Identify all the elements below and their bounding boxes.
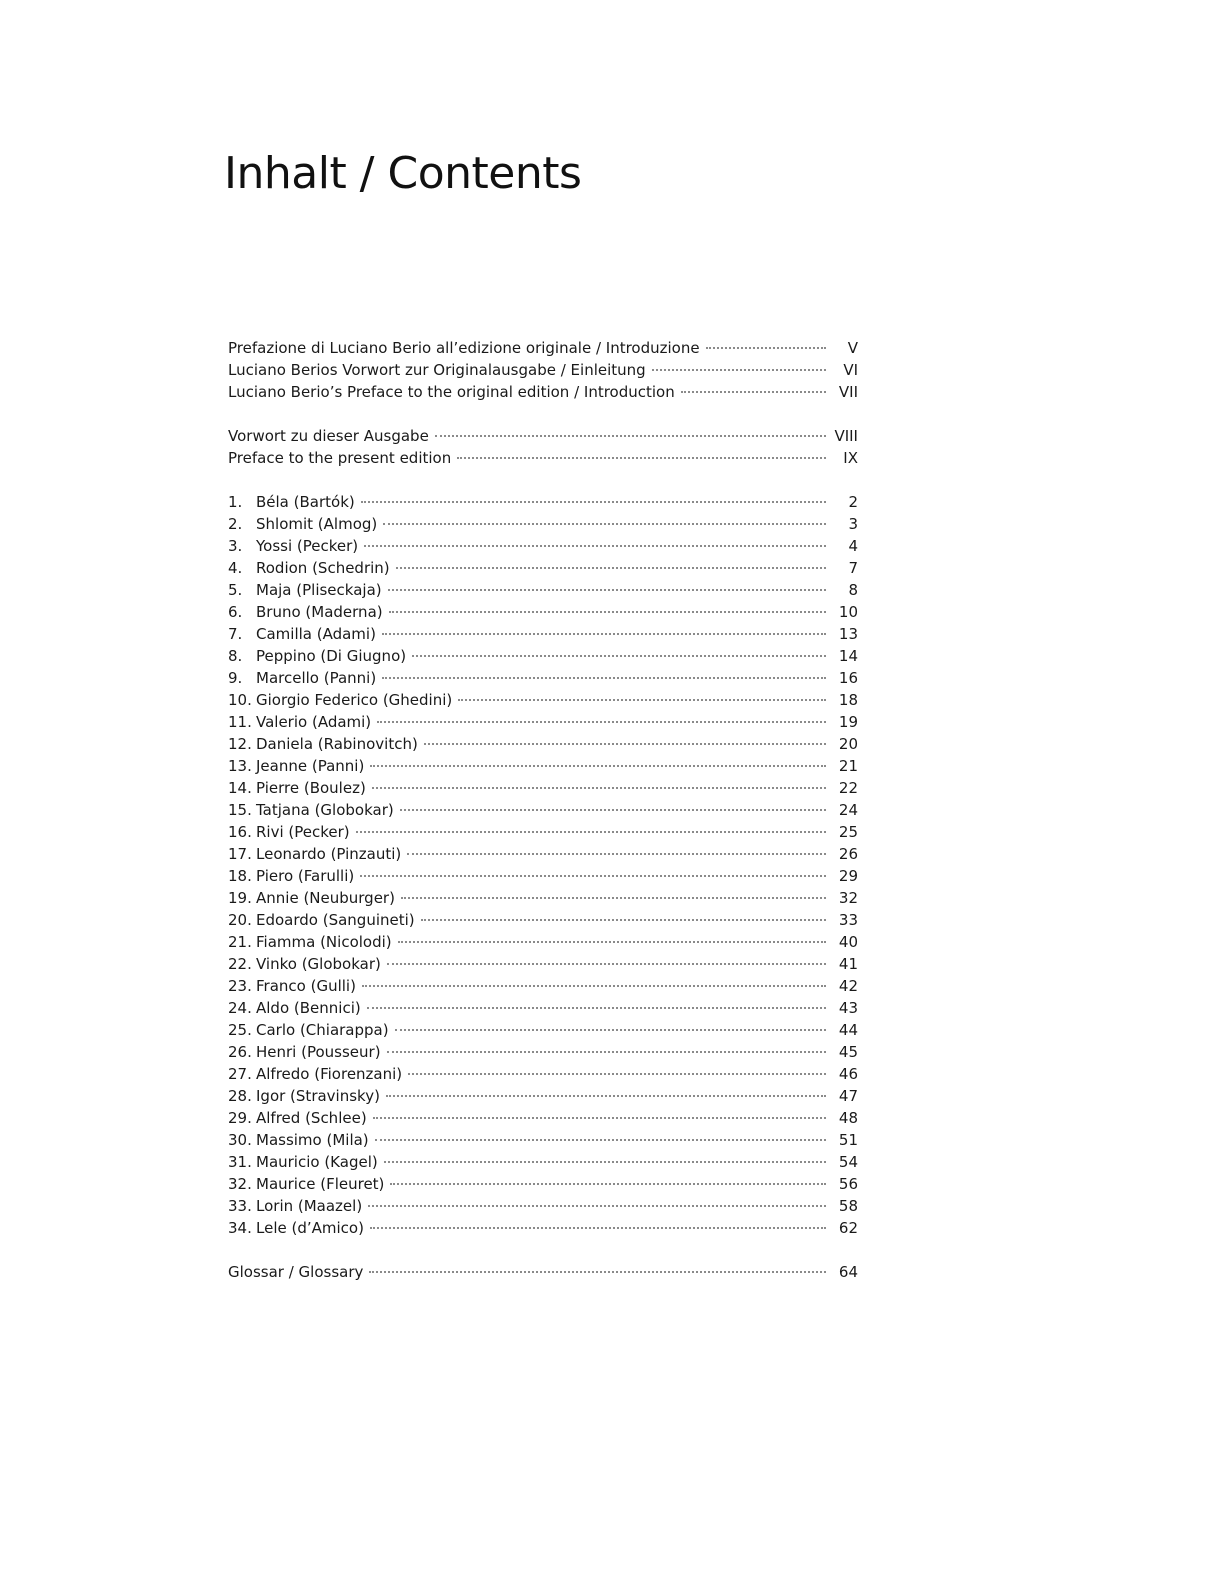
toc-entry-number: 17. (228, 845, 252, 863)
toc-entry-title: Marcello (Panni) (256, 669, 377, 687)
toc-entry-page-number: 20 (838, 735, 858, 753)
toc-entry-title: Franco (Gulli) (256, 977, 356, 995)
dot-leader (706, 347, 826, 349)
dot-leader (360, 875, 826, 877)
toc-entry-number: 26. (228, 1043, 252, 1061)
toc-entry-number: 27. (228, 1065, 252, 1083)
dot-leader (368, 1205, 826, 1207)
dot-leader (386, 1095, 826, 1097)
toc-entry[interactable] (228, 381, 858, 403)
toc-entry[interactable] (228, 799, 858, 821)
toc-entry[interactable] (228, 667, 858, 689)
page-title: Inhalt / Contents (224, 148, 582, 199)
toc-entry-title: Pierre (Boulez) (256, 779, 366, 797)
toc-entry[interactable] (228, 755, 858, 777)
dot-leader (372, 787, 826, 789)
toc-entry-number: 3. (228, 537, 243, 555)
dot-leader (383, 523, 826, 525)
toc-entry[interactable] (228, 1085, 858, 1107)
toc-entry-number: 19. (228, 889, 252, 907)
toc-entry[interactable] (228, 447, 858, 469)
toc-entry-title: Rivi (Pecker) (256, 823, 350, 841)
toc-entry-page-number: 33 (838, 911, 858, 929)
toc-entry-title: Annie (Neuburger) (256, 889, 395, 907)
dot-leader (362, 985, 826, 987)
toc-entry-page-number: 41 (838, 955, 858, 973)
toc-entry-title: Igor (Stravinsky) (256, 1087, 380, 1105)
toc-entry-page-number: 44 (838, 1021, 858, 1039)
dot-leader (384, 1161, 826, 1163)
toc-entry-page-number: 48 (838, 1109, 858, 1127)
toc-entry-page-number: 62 (838, 1219, 858, 1237)
dot-leader (388, 589, 826, 591)
dot-leader (370, 1227, 826, 1229)
toc-entry-number: 10. (228, 691, 252, 709)
toc-entry-number: 11. (228, 713, 252, 731)
toc-entry-page-number: 22 (838, 779, 858, 797)
toc-entry[interactable] (228, 689, 858, 711)
toc-entry[interactable] (228, 557, 858, 579)
toc-entry-number: 21. (228, 933, 252, 951)
dot-leader (395, 1029, 826, 1031)
toc-entry-number: 22. (228, 955, 252, 973)
toc-entry[interactable] (228, 513, 858, 535)
toc-entry[interactable] (228, 1041, 858, 1063)
toc-entry-number: 4. (228, 559, 243, 577)
dot-leader (407, 853, 826, 855)
toc-entry-number: 32. (228, 1175, 252, 1193)
toc-entry-title: Mauricio (Kagel) (256, 1153, 378, 1171)
toc-entry-title: Leonardo (Pinzauti) (256, 845, 402, 863)
toc-group (228, 1261, 858, 1283)
toc-entry[interactable] (228, 1019, 858, 1041)
toc-entry-page-number: 13 (838, 625, 858, 643)
toc-entry[interactable] (228, 909, 858, 931)
dot-leader (457, 457, 826, 459)
toc-group (228, 425, 858, 469)
toc-entry-number: 33. (228, 1197, 252, 1215)
toc-entry[interactable] (228, 997, 858, 1019)
toc-group (228, 491, 858, 1239)
dot-leader (424, 743, 826, 745)
dot-leader (377, 721, 826, 723)
toc-entry[interactable] (228, 579, 858, 601)
toc-entry-page-number: 64 (838, 1263, 858, 1281)
toc-entry-page-number: 40 (838, 933, 858, 951)
dot-leader (382, 633, 826, 635)
toc-entry-title: Prefazione di Luciano Berio all’edizione originale / Introduzione (228, 339, 700, 357)
dot-leader (398, 941, 826, 943)
toc-entry[interactable] (228, 777, 858, 799)
toc-entry[interactable] (228, 711, 858, 733)
toc-entry-title: Luciano Berios Vorwort zur Originalausgabe / Einleitung (228, 361, 646, 379)
toc-entry[interactable] (228, 1173, 858, 1195)
toc-entry-title: Camilla (Adami) (256, 625, 376, 643)
toc-entry-page-number: 10 (838, 603, 858, 621)
dot-leader (652, 369, 826, 371)
toc-entry-title: Glossar / Glossary (228, 1263, 364, 1281)
toc-entry[interactable] (228, 843, 858, 865)
toc-entry[interactable] (228, 1151, 858, 1173)
toc-entry[interactable] (228, 491, 858, 513)
toc-entry-title: Vinko (Globokar) (256, 955, 381, 973)
toc-entry-page-number: 7 (848, 559, 858, 577)
toc-entry[interactable] (228, 821, 858, 843)
toc-entry-number: 25. (228, 1021, 252, 1039)
toc-entry[interactable] (228, 975, 858, 997)
dot-leader (390, 1183, 826, 1185)
dot-leader (458, 699, 826, 701)
toc-entry-page-number: 14 (838, 647, 858, 665)
toc-entry[interactable] (228, 1129, 858, 1151)
toc-entry-number: 31. (228, 1153, 252, 1171)
toc-entry[interactable] (228, 645, 858, 667)
toc-entry-page-number: 19 (838, 713, 858, 731)
toc-entry-page-number: V (847, 339, 858, 357)
toc-entry[interactable] (228, 887, 858, 909)
toc-entry-title: Fiamma (Nicolodi) (256, 933, 392, 951)
toc-entry[interactable] (228, 1107, 858, 1129)
toc-entry-title: Rodion (Schedrin) (256, 559, 390, 577)
toc-entry-page-number: 42 (838, 977, 858, 995)
dot-leader (400, 809, 826, 811)
toc-entry-number: 28. (228, 1087, 252, 1105)
toc-entry[interactable] (228, 1063, 858, 1085)
toc-entry-page-number: 32 (838, 889, 858, 907)
toc-entry-title: Béla (Bartók) (256, 493, 355, 511)
table-of-contents (228, 337, 858, 1283)
toc-entry-page-number: 58 (838, 1197, 858, 1215)
dot-leader (369, 1271, 826, 1273)
toc-entry-page-number: VIII (834, 427, 858, 445)
toc-entry[interactable] (228, 425, 858, 447)
dot-leader (373, 1117, 826, 1119)
toc-entry-number: 20. (228, 911, 252, 929)
toc-entry-title: Preface to the present edition (228, 449, 452, 467)
toc-entry-page-number: 29 (838, 867, 858, 885)
toc-entry-number: 13. (228, 757, 252, 775)
toc-entry-title: Valerio (Adami) (256, 713, 372, 731)
toc-entry-page-number: 26 (838, 845, 858, 863)
toc-entry-number: 5. (228, 581, 243, 599)
dot-leader (356, 831, 826, 833)
toc-entry-title: Bruno (Maderna) (256, 603, 383, 621)
toc-entry-title: Edoardo (Sanguineti) (256, 911, 415, 929)
toc-entry-number: 34. (228, 1219, 252, 1237)
toc-entry-title: Tatjana (Globokar) (256, 801, 394, 819)
toc-entry-page-number: 47 (838, 1087, 858, 1105)
toc-entry[interactable] (228, 359, 858, 381)
toc-entry-page-number: 46 (838, 1065, 858, 1083)
toc-entry-title: Massimo (Mila) (256, 1131, 369, 1149)
toc-entry-page-number: VII (838, 383, 858, 401)
dot-leader (382, 677, 826, 679)
toc-entry-number: 7. (228, 625, 243, 643)
toc-entry[interactable] (228, 931, 858, 953)
dot-leader (370, 765, 826, 767)
toc-entry-title: Aldo (Bennici) (256, 999, 361, 1017)
toc-entry-page-number: 8 (848, 581, 858, 599)
toc-entry-title: Jeanne (Panni) (256, 757, 365, 775)
toc-entry-title: Yossi (Pecker) (256, 537, 359, 555)
toc-entry-title: Alfred (Schlee) (256, 1109, 367, 1127)
dot-leader (375, 1139, 826, 1141)
toc-entry-title: Alfredo (Fiorenzani) (256, 1065, 403, 1083)
toc-entry[interactable] (228, 337, 858, 359)
toc-entry-page-number: 56 (838, 1175, 858, 1193)
toc-entry[interactable] (228, 1217, 858, 1239)
toc-entry-page-number: VI (843, 361, 858, 379)
dot-leader (364, 545, 826, 547)
toc-entry-title: Lele (d’Amico) (256, 1219, 364, 1237)
dot-leader (396, 567, 826, 569)
toc-entry-number: 29. (228, 1109, 252, 1127)
toc-entry-title: Carlo (Chiarappa) (256, 1021, 389, 1039)
toc-entry-number: 15. (228, 801, 252, 819)
toc-entry-title: Daniela (Rabinovitch) (256, 735, 418, 753)
toc-group (228, 337, 858, 403)
dot-leader (681, 391, 826, 393)
dot-leader (387, 963, 826, 965)
toc-entry-title: Piero (Farulli) (256, 867, 355, 885)
dot-leader (412, 655, 826, 657)
toc-entry[interactable] (228, 601, 858, 623)
dot-leader (389, 611, 826, 613)
toc-entry-title: Maurice (Fleuret) (256, 1175, 385, 1193)
toc-entry-number: 1. (228, 493, 243, 511)
toc-entry-page-number: 43 (838, 999, 858, 1017)
toc-entry-title: Maja (Pliseckaja) (256, 581, 382, 599)
toc-entry-title: Giorgio Federico (Ghedini) (256, 691, 453, 709)
dot-leader (387, 1051, 826, 1053)
toc-entry-page-number: 24 (838, 801, 858, 819)
toc-entry[interactable] (228, 535, 858, 557)
toc-entry-title: Lorin (Maazel) (256, 1197, 363, 1215)
toc-entry-page-number: IX (843, 449, 858, 467)
toc-entry-number: 2. (228, 515, 243, 533)
toc-entry-page-number: 21 (838, 757, 858, 775)
toc-entry-number: 24. (228, 999, 252, 1017)
toc-entry-number: 23. (228, 977, 252, 995)
dot-leader (401, 897, 826, 899)
toc-entry-page-number: 16 (838, 669, 858, 687)
toc-entry-page-number: 2 (848, 493, 858, 511)
dot-leader (367, 1007, 826, 1009)
dot-leader (408, 1073, 826, 1075)
toc-entry-page-number: 3 (848, 515, 858, 533)
toc-entry-title: Vorwort zu dieser Ausgabe (228, 427, 429, 445)
toc-entry-page-number: 51 (838, 1131, 858, 1149)
toc-entry-page-number: 45 (838, 1043, 858, 1061)
toc-entry-number: 14. (228, 779, 252, 797)
toc-entry-number: 18. (228, 867, 252, 885)
toc-entry-page-number: 18 (838, 691, 858, 709)
toc-entry-number: 30. (228, 1131, 252, 1149)
dot-leader (435, 435, 826, 437)
toc-entry-number: 6. (228, 603, 243, 621)
toc-entry[interactable] (228, 1195, 858, 1217)
toc-entry-page-number: 4 (848, 537, 858, 555)
dot-leader (361, 501, 826, 503)
toc-entry-page-number: 25 (838, 823, 858, 841)
toc-entry-title: Henri (Pousseur) (256, 1043, 381, 1061)
toc-entry[interactable] (228, 733, 858, 755)
toc-entry-title: Peppino (Di Giugno) (256, 647, 407, 665)
toc-entry[interactable] (228, 953, 858, 975)
toc-entry[interactable] (228, 1261, 858, 1283)
toc-entry-number: 12. (228, 735, 252, 753)
toc-entry-title: Shlomit (Almog) (256, 515, 378, 533)
toc-entry[interactable] (228, 865, 858, 887)
toc-entry-number: 8. (228, 647, 243, 665)
toc-entry-number: 9. (228, 669, 243, 687)
toc-entry-title: Luciano Berio’s Preface to the original edition / Introduction (228, 383, 675, 401)
toc-entry[interactable] (228, 623, 858, 645)
dot-leader (421, 919, 826, 921)
toc-entry-number: 16. (228, 823, 252, 841)
toc-entry-page-number: 54 (838, 1153, 858, 1171)
